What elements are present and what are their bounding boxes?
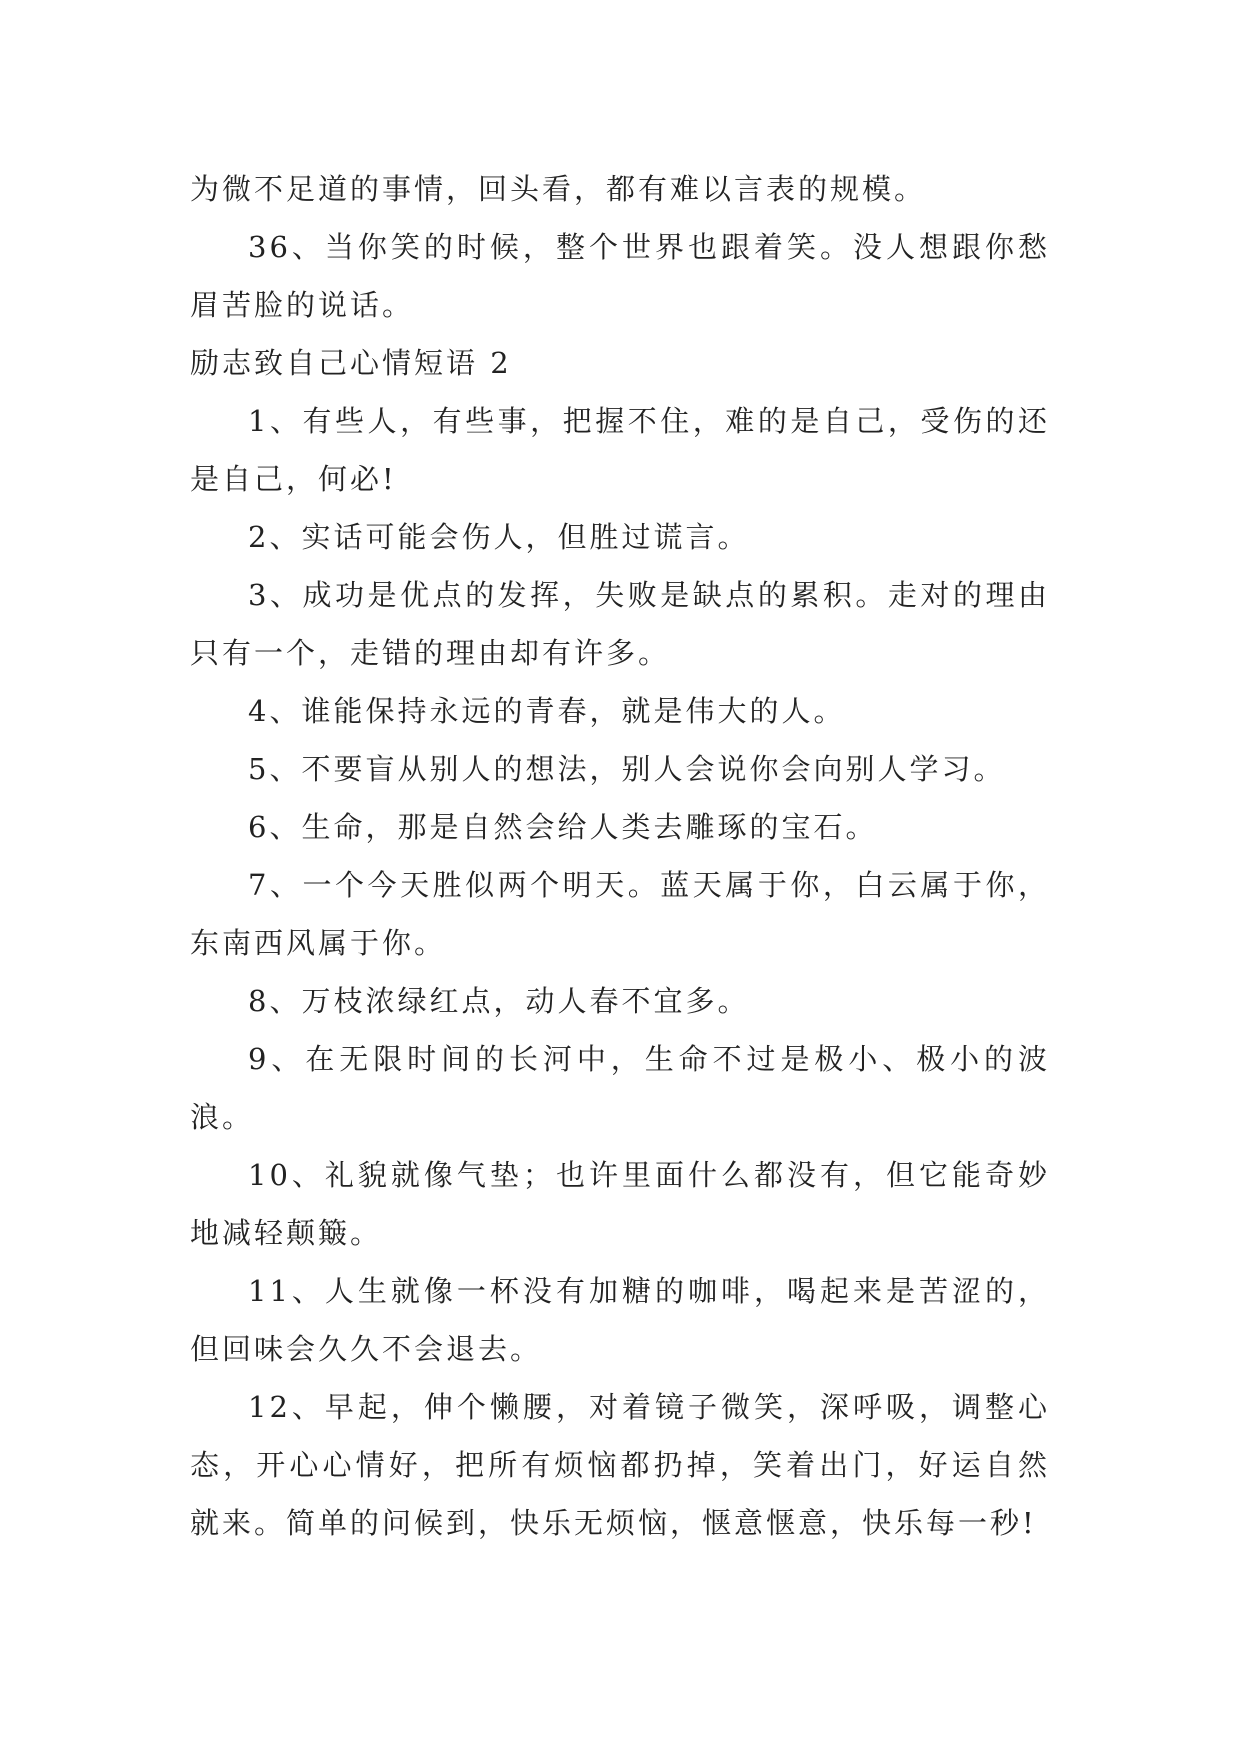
section-title: 励志致自己心情短语 2 [190, 346, 512, 380]
list-item: 6、生命，那是自然会给人类去雕琢的宝石。 [248, 810, 878, 844]
list-item: 8、万枝浓绿红点，动人春不宜多。 [248, 984, 750, 1018]
document-body [190, 160, 1050, 1552]
list-item: 9、在无限时间的长河中，生命不过是极小、极小的波浪。 [190, 1042, 1050, 1134]
list-item: 10、礼貌就像气垫；也许里面什么都没有，但它能奇妙地减轻颠簸。 [190, 1158, 1050, 1250]
list-item: 36、当你笑的时候，整个世界也跟着笑。没人想跟你愁眉苦脸的说话。 [190, 230, 1050, 322]
list-item: 4、谁能保持永远的青春，就是伟大的人。 [248, 694, 846, 728]
list-item: 12、早起，伸个懒腰，对着镜子微笑，深呼吸，调整心态，开心心情好，把所有烦恼都扔掉，笑着出门，好运自然就来。简单的问候到，快乐无烦恼，惬意惬意，快乐每一秒! [190, 1390, 1050, 1540]
list-item: 7、一个今天胜似两个明天。蓝天属于你，白云属于你，东南西风属于你。 [190, 868, 1050, 960]
list-item: 5、不要盲从别人的想法，别人会说你会向别人学习。 [248, 752, 1006, 786]
list-item: 1、有些人，有些事，把握不住，难的是自己，受伤的还是自己，何必! [190, 404, 1050, 496]
list-item: 11、人生就像一杯没有加糖的咖啡，喝起来是苦涩的，但回味会久久不会退去。 [190, 1274, 1050, 1366]
continuation-paragraph: 为微不足道的事情，回头看，都有难以言表的规模。 [190, 172, 927, 206]
list-item: 2、实话可能会伤人，但胜过谎言。 [248, 520, 750, 554]
list-item: 3、成功是优点的发挥，失败是缺点的累积。走对的理由只有一个，走错的理由却有许多。 [190, 578, 1050, 670]
